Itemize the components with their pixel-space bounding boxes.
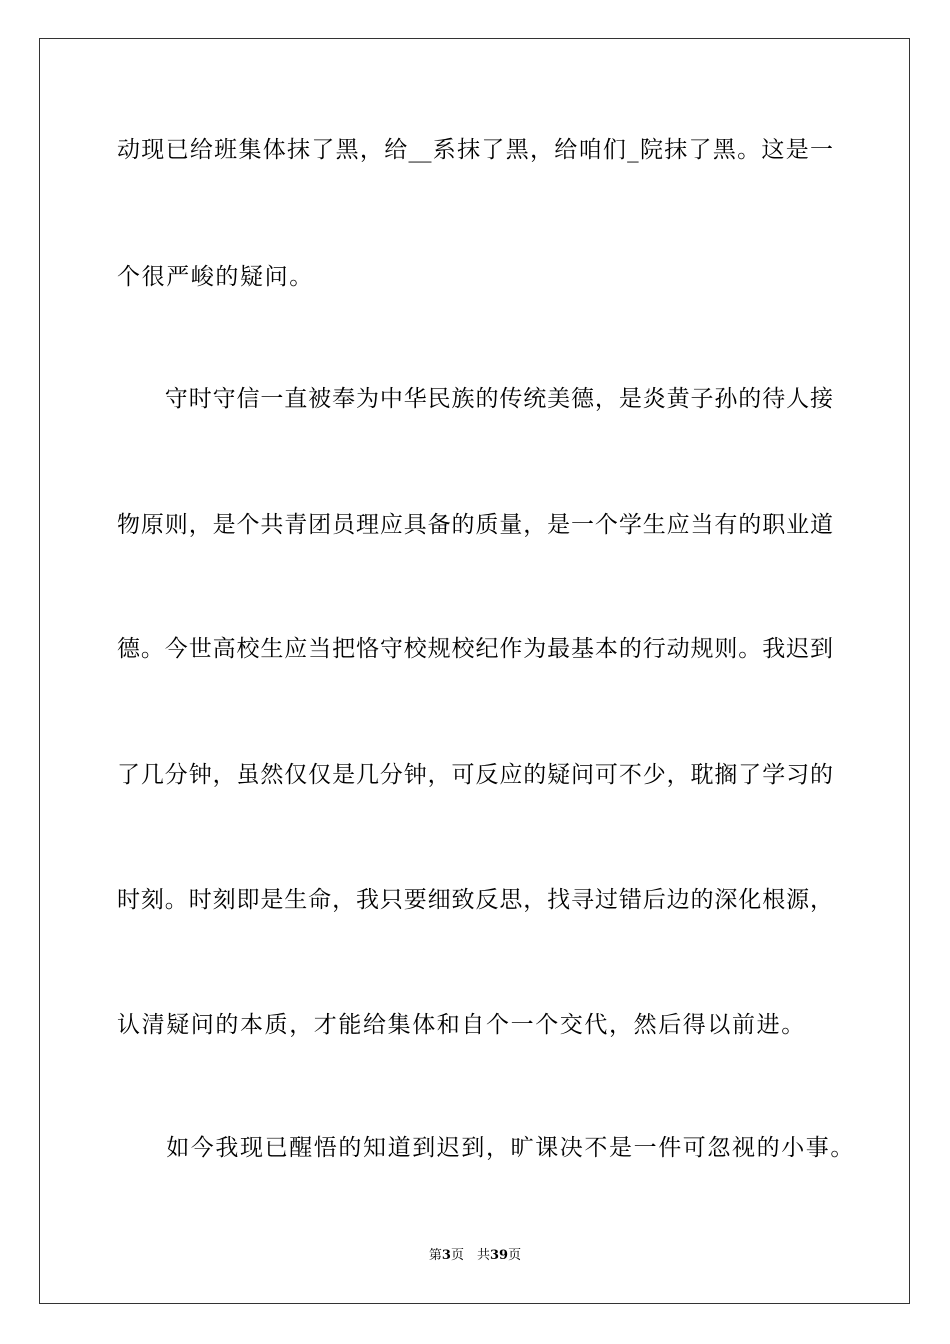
body-line-3: 守时守信一直被奉为中华民族的传统美德，是炎黄子孙的待人接 — [117, 386, 833, 412]
body-line-7: 时刻。时刻即是生命，我只要细致反思，找寻过错后边的深化根源， — [117, 887, 833, 913]
footer-prefix: 第 — [428, 1248, 442, 1263]
body-line-1: 动现已给班集体抹了黑，给__系抹了黑，给咱们_院抹了黑。这是一 — [117, 137, 833, 163]
footer-suffix: 页 — [508, 1248, 522, 1263]
body-line-9: 如今我现已醒悟的知道到迟到，旷课决不是一件可忽视的小事。 — [117, 1135, 855, 1161]
body-line-2: 个很严峻的疑问。 — [117, 264, 314, 290]
body-line-4: 物原则，是个共青团员理应具备的质量，是一个学生应当有的职业道 — [117, 512, 833, 538]
footer-mid: 页 共 — [450, 1248, 490, 1263]
body-line-5: 德。今世高校生应当把恪守校规校纪作为最基本的行动规则。我迟到 — [117, 636, 833, 662]
page-border — [39, 38, 910, 1304]
body-line-8: 认清疑问的本质，才能给集体和自个一个交代，然后得以前进。 — [117, 1012, 806, 1038]
footer-current-page: 3 — [441, 1248, 451, 1263]
body-line-6: 了几分钟，虽然仅仅是几分钟，可反应的疑问可不少，耽搁了学习的 — [117, 762, 833, 788]
page-number-footer — [0, 1247, 950, 1265]
footer-total-pages: 39 — [489, 1248, 509, 1263]
